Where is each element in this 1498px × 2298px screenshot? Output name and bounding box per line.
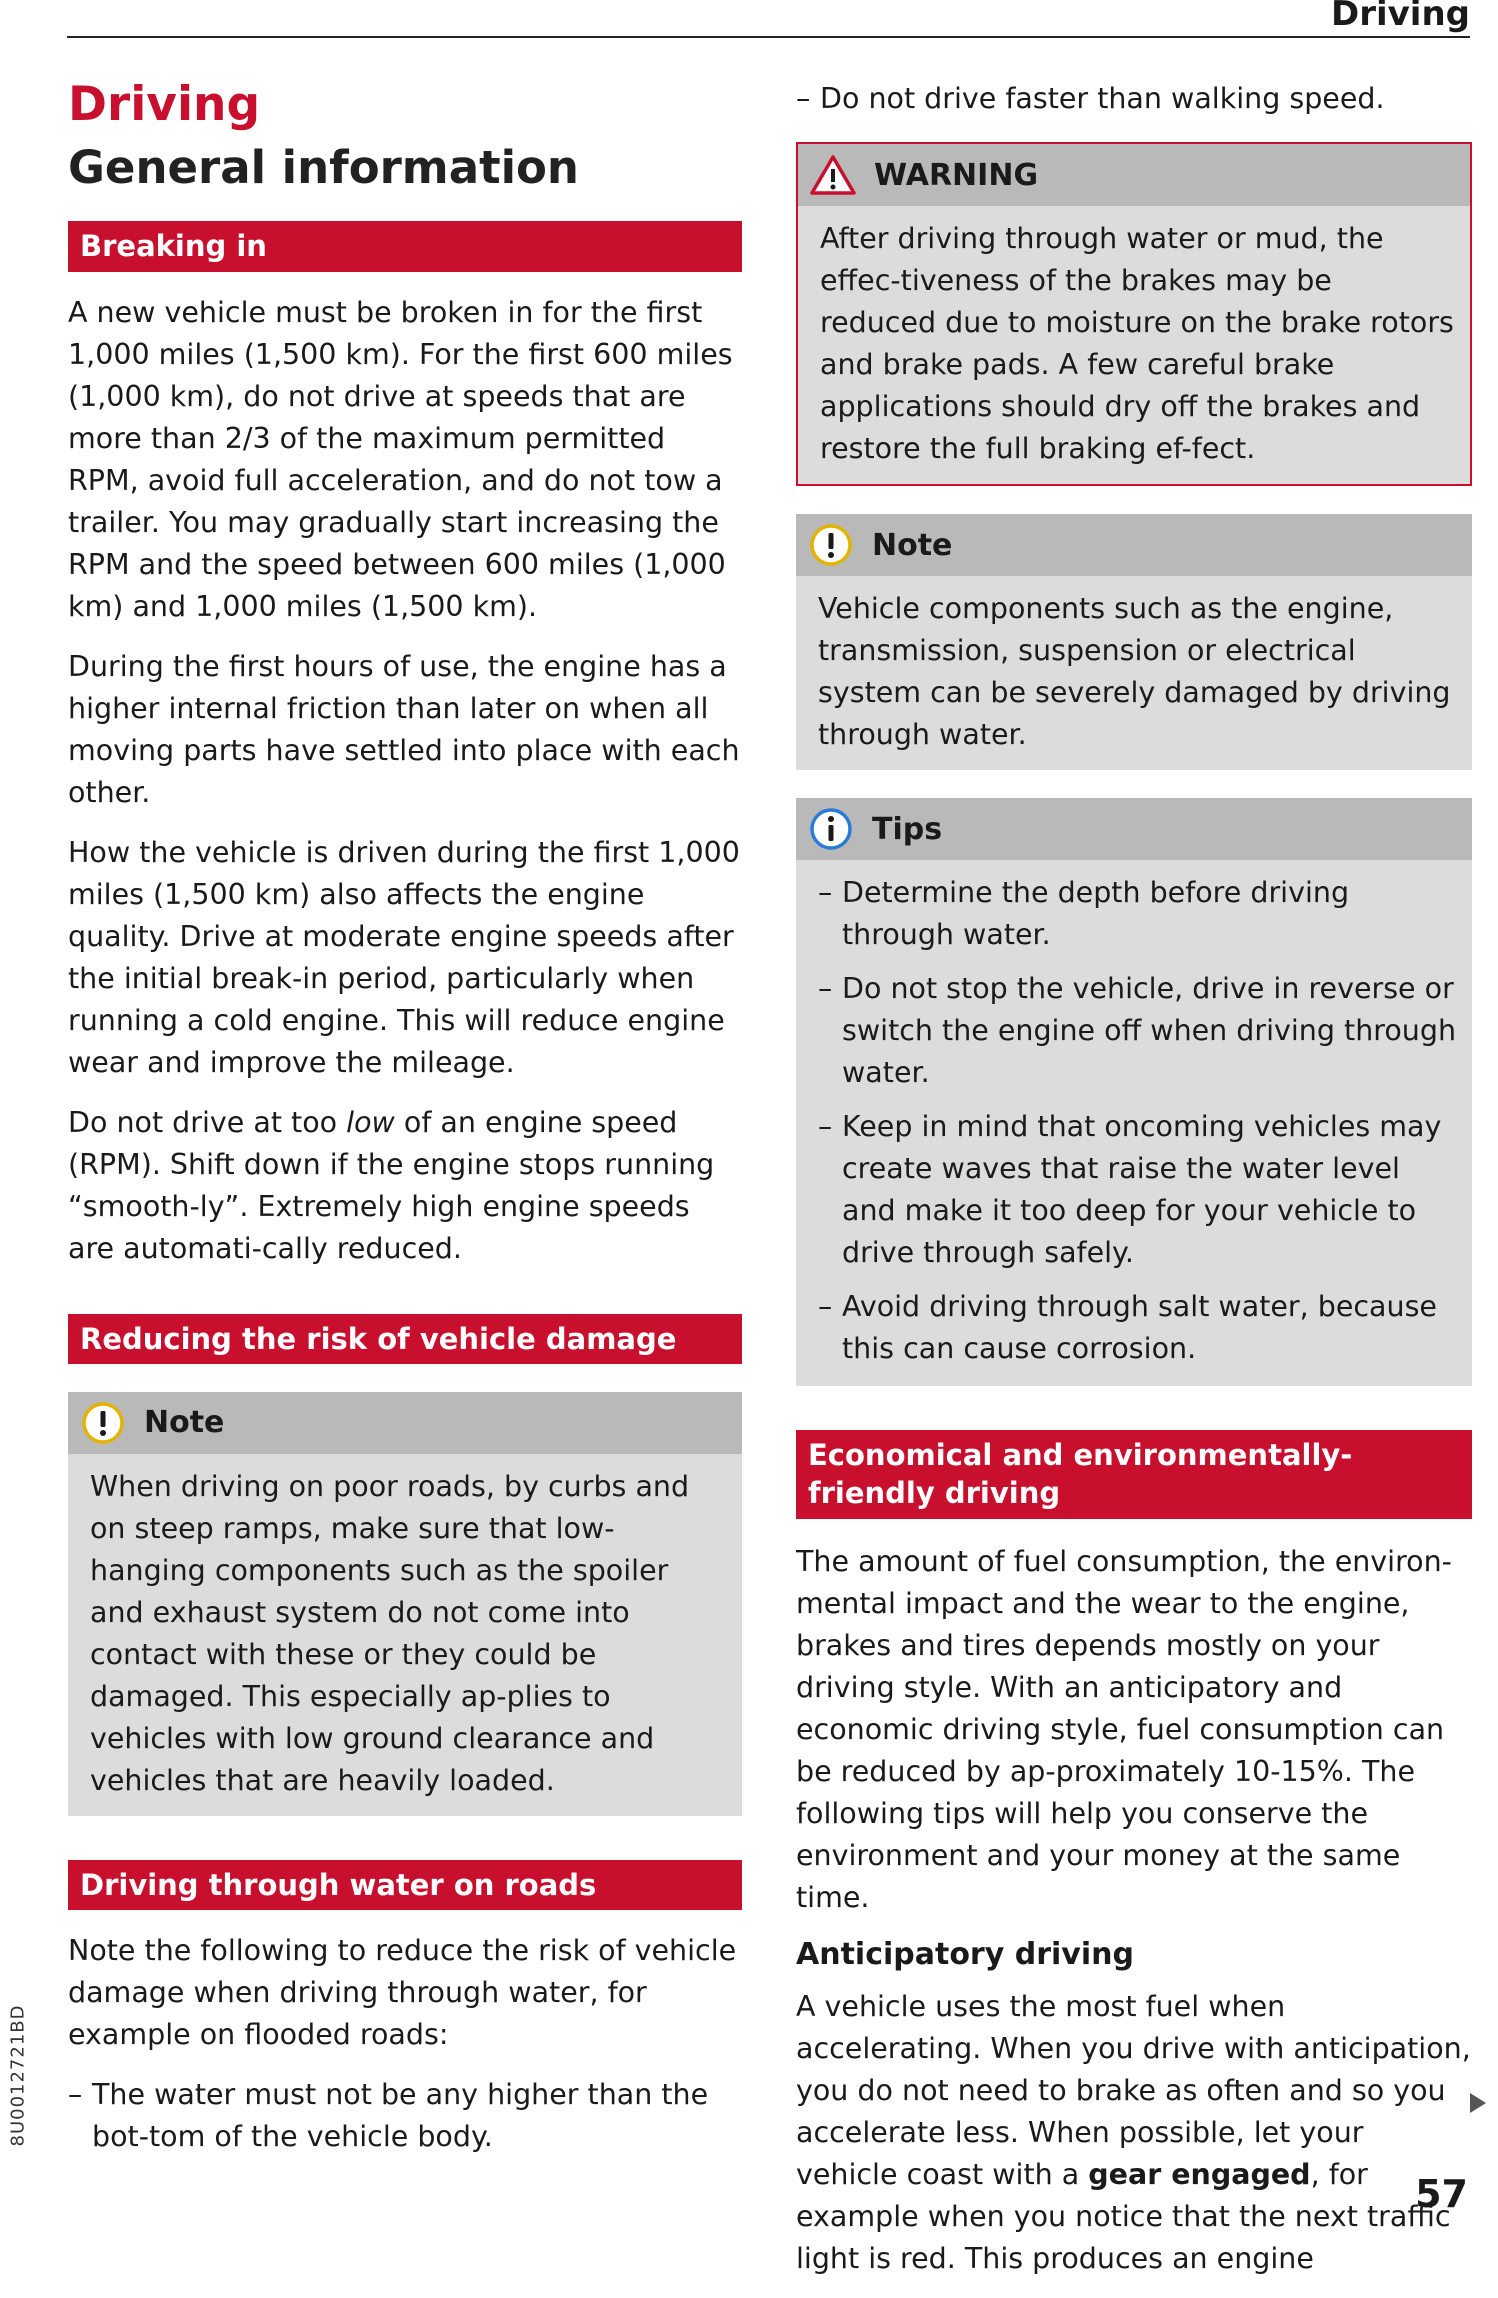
note-text: When driving on poor roads, by curbs and on steep ramps, make sure that low-hanging components such as the spoiler and exhaust system do not come into contact with these or they could be damaged. This especially ap-plies to vehicles with low ground clearance and vehicles that are heavily loaded. bbox=[90, 1469, 690, 1797]
exclamation-circle-icon bbox=[808, 522, 854, 568]
tips-header bbox=[796, 798, 1472, 860]
paragraph: How the vehicle is driven during the first 1,000 miles (1,500 km) also affects the engine quality. Drive at moderate engine speeds after the initial break-in period, particularly when running a cold engine. This will reduce engine wear and improve the mileage. bbox=[68, 835, 740, 1079]
note-header bbox=[68, 1392, 742, 1454]
note-box bbox=[68, 1392, 742, 1816]
chapter-title: Driving bbox=[68, 77, 261, 132]
list-item: – The water must not be any higher than the bot-tom of the vehicle body. bbox=[68, 2078, 709, 2154]
section-title: General information bbox=[68, 140, 579, 194]
paragraph: During the first hours of use, the engine has a higher internal friction than later on when all moving parts have settled into place with each other. bbox=[68, 649, 740, 809]
note-label: Note bbox=[872, 527, 953, 563]
running-title: Driving bbox=[1330, 0, 1470, 34]
tip-item: – Avoid driving through salt water, because this can cause corrosion. bbox=[818, 1290, 1437, 1365]
exclamation-circle-icon bbox=[80, 1400, 126, 1446]
heading-eco-driving: Economical and environmentally-friendly driving bbox=[796, 1430, 1472, 1519]
header-rule bbox=[67, 36, 1470, 38]
paragraph: A vehicle uses the most fuel when accelerating. When you drive with anticipation, you do not need to brake as often and so you accelerate less. When possible, let your vehicle coast with a gear engaged, for example when you notice that the next traffic light is red. This produces an engine bbox=[796, 1989, 1471, 2275]
subheading-anticipatory-driving: Anticipatory driving bbox=[796, 1936, 1134, 1972]
tips-label: Tips bbox=[872, 811, 943, 847]
warning-box bbox=[796, 142, 1472, 486]
tip-item: – Do not stop the vehicle, drive in reverse or switch the engine off when driving through water. bbox=[818, 972, 1457, 1089]
note-box bbox=[796, 514, 1472, 770]
paragraph: Note the following to reduce the risk of vehicle damage when driving through water, for example on flooded roads: bbox=[68, 1934, 737, 2052]
warning-label: WARNING bbox=[874, 157, 1039, 193]
document-code: 8U0012721BD bbox=[7, 2004, 29, 2147]
paragraph: Do not drive at too low of an engine speed (RPM). Shift down if the engine stops running “smooth-ly”. Extremely high engine speeds are automati-cally reduced. bbox=[68, 1105, 715, 1265]
note-label: Note bbox=[144, 1405, 225, 1441]
continue-arrow-icon bbox=[1470, 2093, 1486, 2113]
note-text: Vehicle components such as the engine, transmission, suspension or electrical system can be severely damaged by driving through water. bbox=[818, 592, 1451, 751]
heading-driving-through-water: Driving through water on roads bbox=[68, 1860, 742, 1910]
page-number: 57 bbox=[1415, 2172, 1468, 2216]
tip-item: – Keep in mind that oncoming vehicles may create waves that raise the water level and make it too deep for your vehicle to drive through safely. bbox=[818, 1110, 1442, 1269]
paragraph: The amount of fuel consumption, the environ-mental impact and the wear to the engine, brakes and tires depends mostly on your driving style. With an anticipatory and economic driving style, fuel consumption can be reduced by ap-proximately 10-15%. The following tips will help you conserve the environment and your money at the same time. bbox=[796, 1544, 1452, 1914]
warning-triangle-icon bbox=[810, 154, 856, 196]
tip-item: – Determine the depth before driving through water. bbox=[818, 876, 1350, 951]
note-header bbox=[796, 514, 1472, 576]
heading-vehicle-damage: Reducing the risk of vehicle damage bbox=[68, 1314, 742, 1364]
warning-text: After driving through water or mud, the effec-tiveness of the brakes may be reduced due to moisture on the brake rotors and brake pads. A few careful brake applications should dry off the brakes and restore the full braking ef-fect. bbox=[820, 222, 1454, 465]
left-column bbox=[68, 70, 742, 2170]
info-circle-icon bbox=[808, 806, 854, 852]
list-item: – Do not drive faster than walking speed. bbox=[796, 82, 1385, 115]
right-column bbox=[796, 70, 1472, 2298]
paragraph: A new vehicle must be broken in for the first 1,000 miles (1,500 km). For the first 600 miles (1,000 km), do not drive at speeds that are more than 2/3 of the maximum permitted RPM, avoid full acceleration, and do not tow a trailer. You may gradually start increasing the RPM and the speed between 600 miles (1,000 km) and 1,000 miles (1,500 km). bbox=[68, 295, 733, 623]
warning-header bbox=[798, 144, 1470, 206]
heading-breaking-in: Breaking in bbox=[68, 221, 742, 271]
tips-box bbox=[796, 798, 1472, 1386]
